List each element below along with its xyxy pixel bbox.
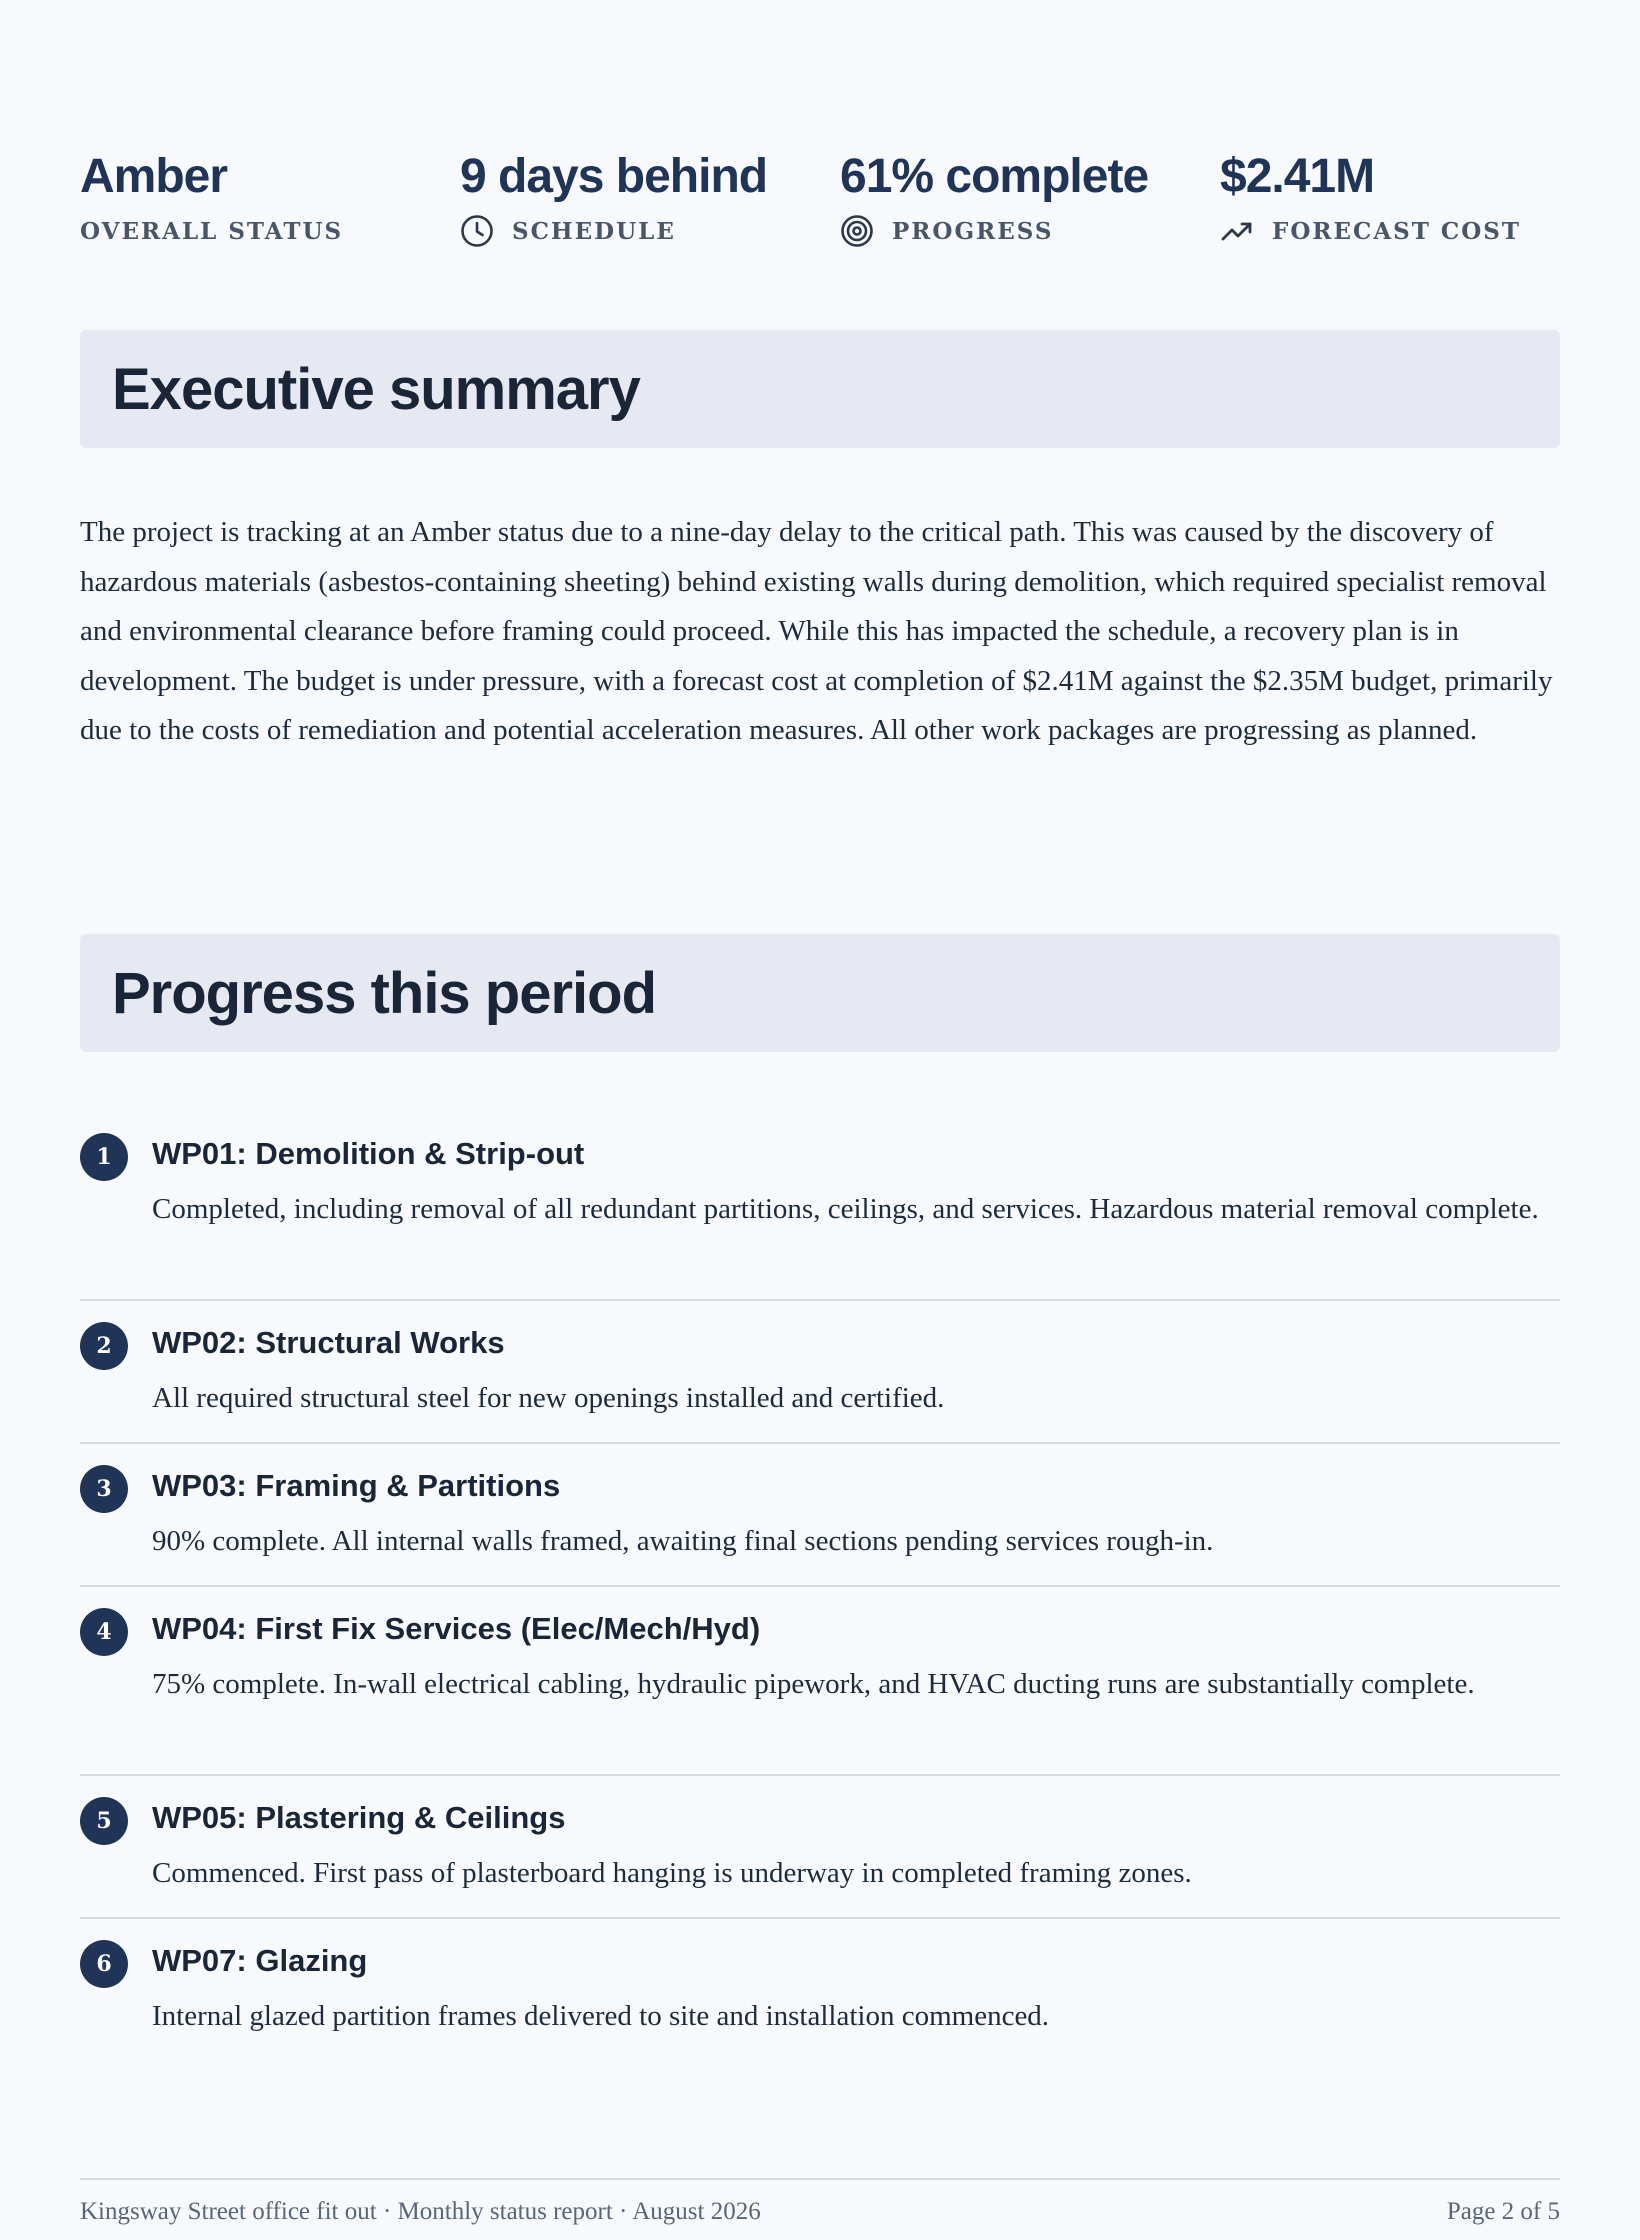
kpi-schedule [460, 148, 840, 248]
kpi-value: 9 days behind [460, 150, 768, 203]
item-title: WP01: Demolition & Strip-out [152, 1136, 585, 1171]
item-description: Internal glazed partition frames delivered to site and installation commenced. [152, 2000, 1050, 2032]
kpi-label: FORECAST COST [1272, 217, 1521, 245]
kpi-value: $2.41M [1220, 150, 1375, 203]
report-page [80, 0, 1560, 2240]
item-title: WP02: Structural Works [152, 1325, 505, 1360]
work-package-list [80, 1120, 1560, 2049]
item-description: All required structural steel for new openings installed and certified. [152, 1382, 945, 1414]
kpi-value: Amber [80, 150, 228, 203]
kpi-label: PROGRESS [892, 217, 1054, 245]
footer-report-title: Kingsway Street office fit out · Monthly status report · August 2026 [80, 2198, 761, 2225]
list-item [80, 1919, 1560, 2049]
kpi-row [80, 148, 1560, 268]
kpi-label: SCHEDULE [512, 217, 676, 245]
target-icon [840, 214, 874, 248]
item-number-badge: 5 [80, 1797, 128, 1845]
item-description: Commenced. First pass of plasterboard hanging is underway in completed framing zones. [152, 1857, 1192, 1889]
executive-summary-header [80, 330, 1560, 448]
kpi-value: 61% complete [840, 150, 1149, 203]
progress-header [80, 934, 1560, 1052]
item-description: Completed, including removal of all redundant partitions, ceilings, and services. Hazardous material removal complete. [152, 1193, 1539, 1225]
clock-icon [460, 214, 494, 248]
kpi-label: OVERALL STATUS [80, 217, 344, 245]
item-description: 90% complete. All internal walls framed, awaiting final sections pending services rough-in. [152, 1525, 1214, 1557]
kpi-forecast-cost [1220, 148, 1600, 248]
list-item [80, 1301, 1560, 1444]
item-number-badge: 2 [80, 1322, 128, 1370]
list-item [80, 1444, 1560, 1587]
kpi-progress [840, 148, 1220, 248]
item-title: WP04: First Fix Services (Elec/Mech/Hyd) [152, 1611, 761, 1646]
list-item [80, 1587, 1560, 1776]
item-title: WP03: Framing & Partitions [152, 1468, 561, 1503]
list-item [80, 1776, 1560, 1919]
list-item [80, 1120, 1560, 1301]
trending-up-icon [1220, 214, 1254, 248]
section-title: Executive summary [112, 356, 640, 422]
item-title: WP07: Glazing [152, 1943, 368, 1978]
executive-summary-text: The project is tracking at an Amber status due to a nine-day delay to the critical path. This was caused by the discovery of hazardous materials (asbestos-containing sheeting) behind existing walls during demolition, which required specialist removal and environmental clearance before framing could proceed. While this has impacted the schedule, a recovery plan is in development. The budget is under pressure, with a forecast cost at completion of $2.41M against the $2.35M budget, primarily due to the costs of remediation and potential acceleration measures. All other work packages are progressing as planned. [80, 516, 1553, 746]
item-title: WP05: Plastering & Ceilings [152, 1800, 566, 1835]
item-description: 75% complete. In-wall electrical cabling, hydraulic pipework, and HVAC ducting runs are substantially complete. [152, 1668, 1475, 1700]
kpi-overall-status [80, 148, 460, 248]
item-number-badge: 3 [80, 1465, 128, 1513]
item-number-badge: 4 [80, 1608, 128, 1656]
item-number-badge: 1 [80, 1133, 128, 1181]
page-footer [80, 2178, 1560, 2226]
item-number-badge: 6 [80, 1940, 128, 1988]
page-number: Page 2 of 5 [1446, 2198, 1560, 2225]
section-title: Progress this period [112, 960, 657, 1026]
